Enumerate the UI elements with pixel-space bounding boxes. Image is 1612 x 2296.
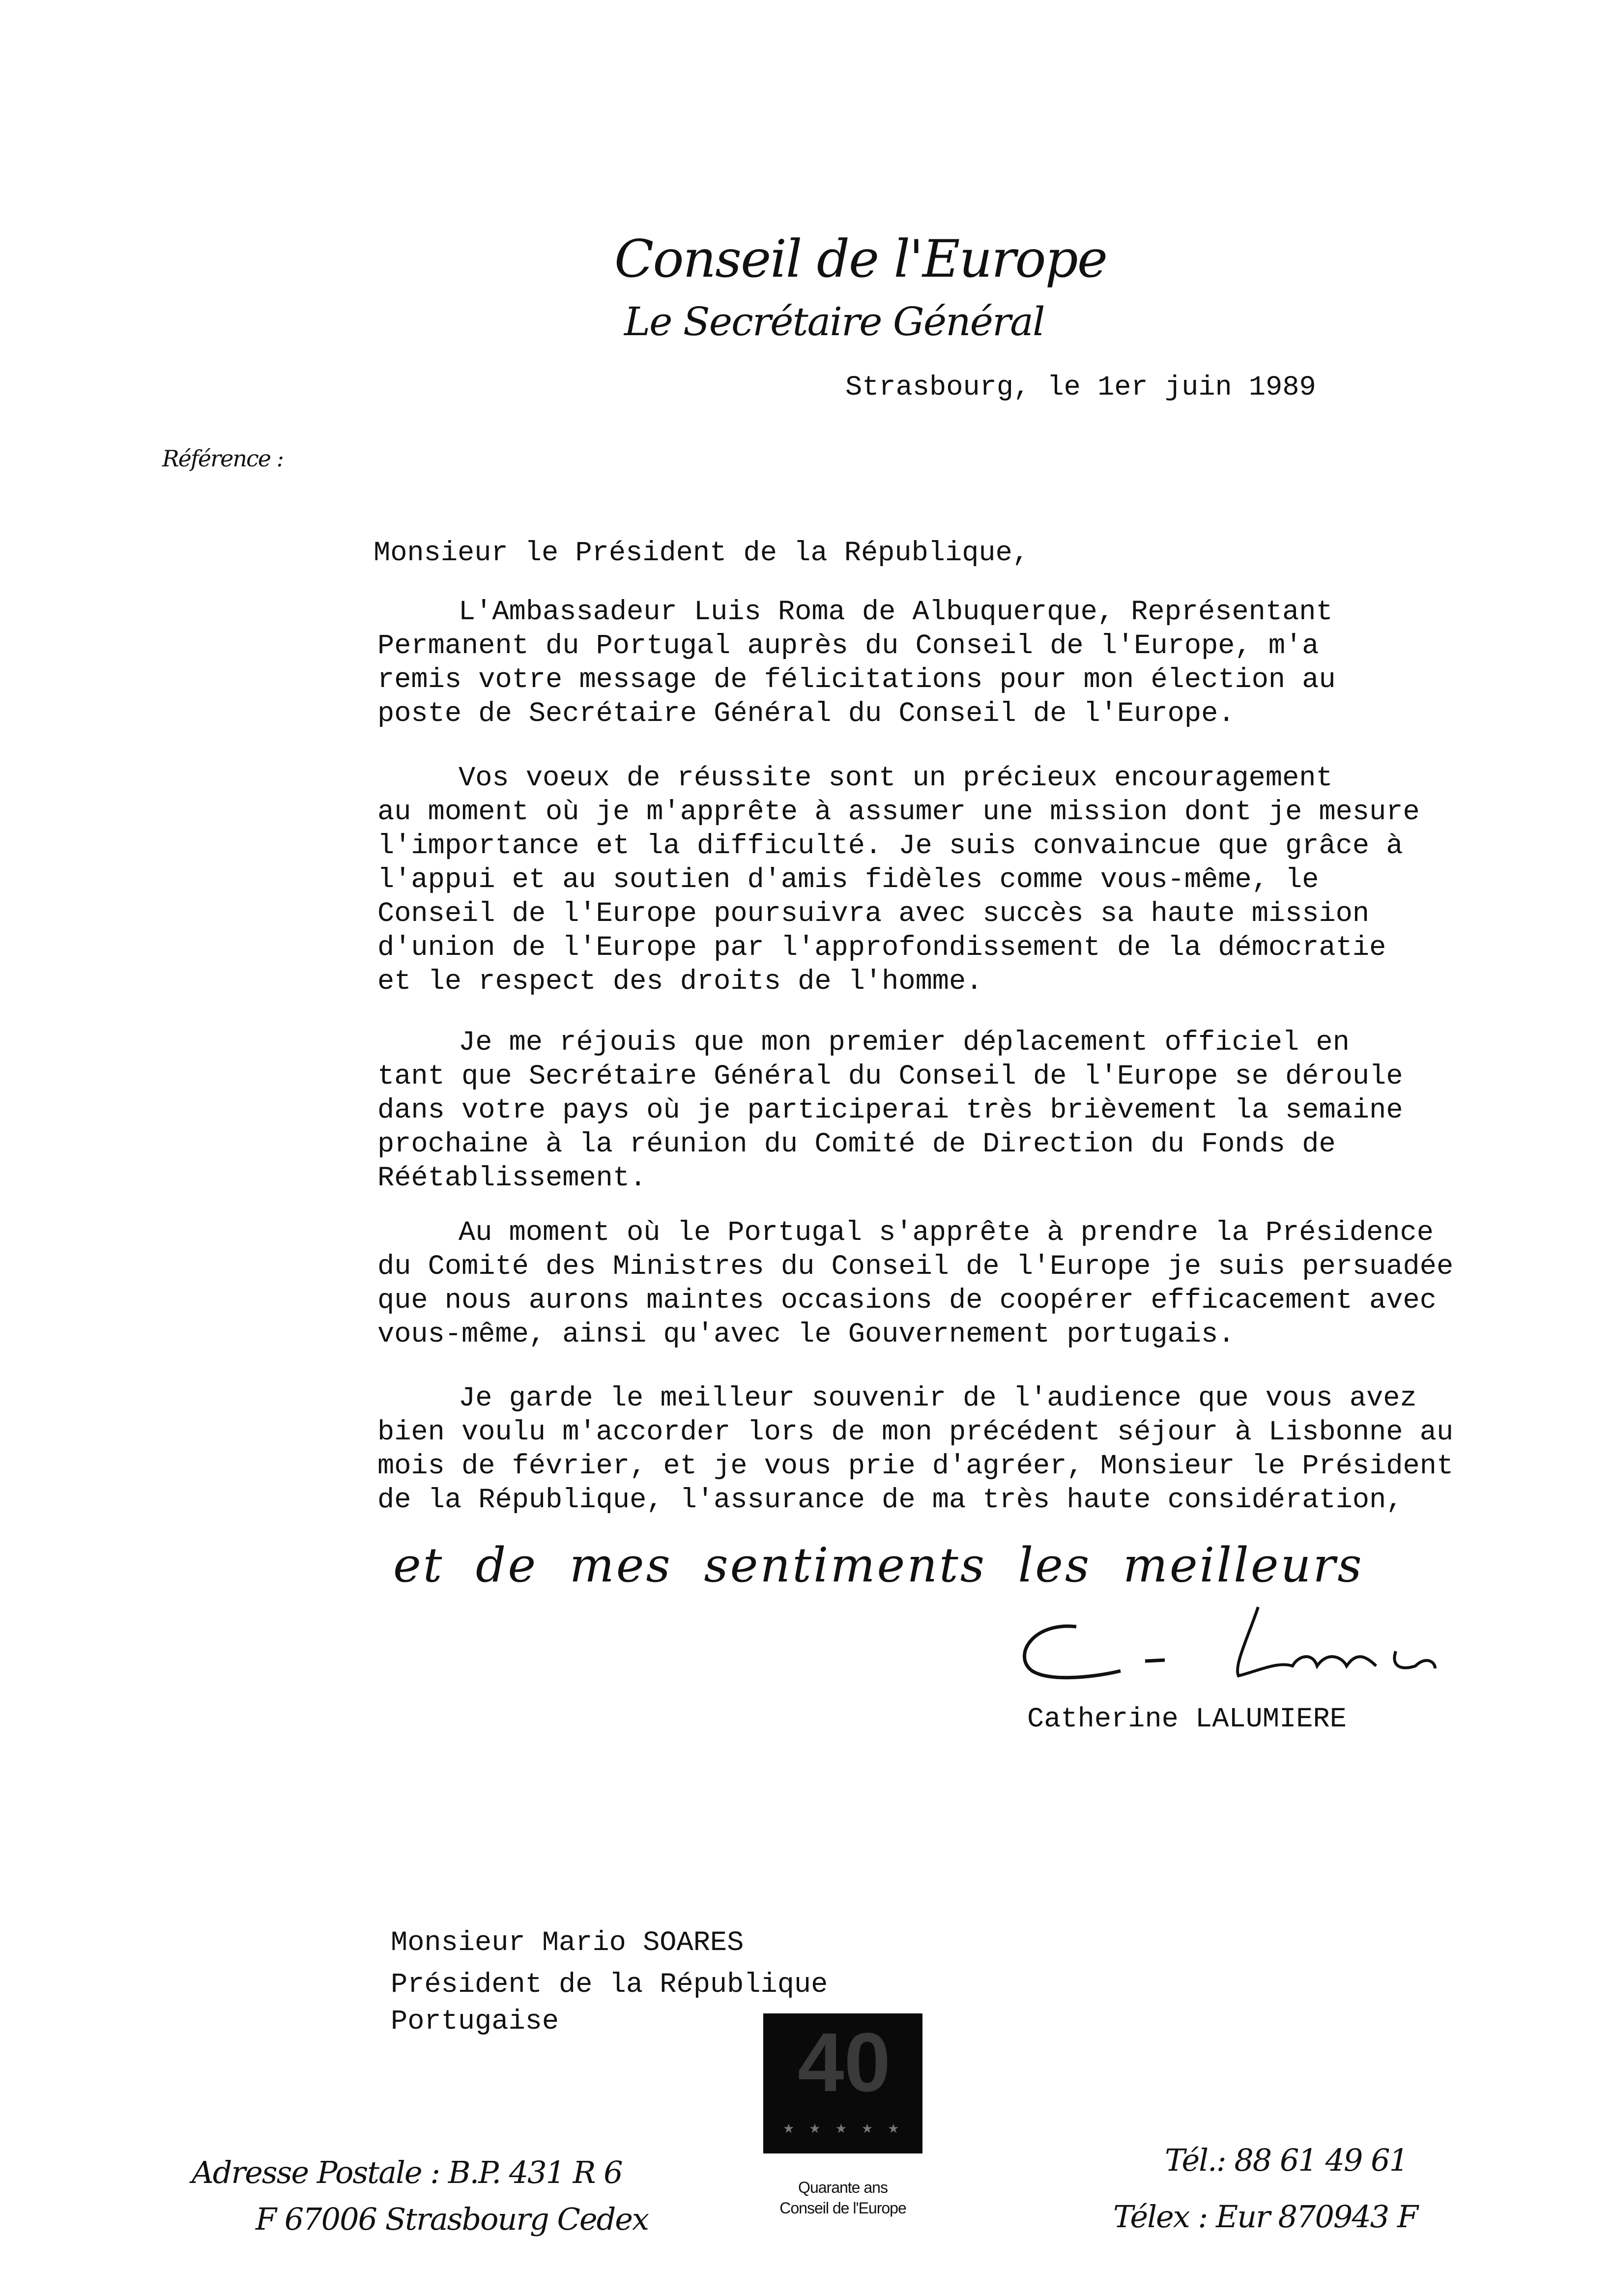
signatory-name: Catherine LALUMIERE bbox=[1027, 1704, 1347, 1735]
paragraph-line: Réétablissement. bbox=[377, 1163, 647, 1194]
anniversary-logo bbox=[763, 2013, 922, 2153]
logo-number: 40 bbox=[798, 2016, 891, 2109]
paragraph bbox=[377, 1026, 1403, 1196]
postal-address: Adresse Postale : B.P. 431 R 6 bbox=[192, 2154, 622, 2190]
salutation: Monsieur le Président de la République, bbox=[374, 538, 1030, 569]
handwritten-closing: et de mes sentiments les meilleurs bbox=[393, 1538, 1364, 1593]
letterhead-organisation: Conseil de l'Europe bbox=[614, 229, 1107, 289]
paragraph bbox=[377, 596, 1336, 731]
reference-label: Référence : bbox=[162, 445, 284, 472]
postal-city: F 67006 Strasbourg Cedex bbox=[256, 2201, 648, 2237]
paragraph-line: du Comité des Ministres du Conseil de l'Europe je suis persuadée bbox=[377, 1251, 1454, 1283]
paragraph-line: l'appui et au soutien d'amis fidèles comme vous-même, le bbox=[377, 864, 1319, 896]
paragraph-line: de la République, l'assurance de ma très haute considération, bbox=[377, 1485, 1403, 1516]
paragraph-line: Permanent du Portugal auprès du Conseil de l'Europe, m'a bbox=[377, 631, 1319, 662]
paragraph-line: mois de février, et je vous prie d'agréer, Monsieur le Président bbox=[377, 1451, 1454, 1482]
recipient-country: Portugaise bbox=[391, 2006, 559, 2038]
paragraph-line: que nous aurons maintes occasions de coopérer efficacement avec bbox=[377, 1285, 1437, 1317]
paragraph-line: Au moment où le Portugal s'apprête à prendre la Présidence bbox=[459, 1217, 1434, 1249]
letter-date: Strasbourg, le 1er juin 1989 bbox=[845, 372, 1316, 403]
paragraph-line: Conseil de l'Europe poursuivra avec succès sa haute mission bbox=[377, 898, 1370, 930]
logo-caption: Quarante ans bbox=[798, 2179, 888, 2196]
letterhead-office: Le Secrétaire Général bbox=[624, 299, 1044, 344]
paragraph-line: vous-même, ainsi qu'avec le Gouvernement portugais. bbox=[377, 1319, 1235, 1350]
stars-icon: ★★★★★ bbox=[783, 2122, 914, 2136]
paragraph-line: l'importance et la difficulté. Je suis convaincue que grâce à bbox=[377, 831, 1403, 862]
paragraph-line: prochaine à la réunion du Comité de Direction du Fonds de bbox=[377, 1129, 1336, 1160]
telephone: Tél.: 88 61 49 61 bbox=[1165, 2142, 1408, 2178]
recipient-name: Monsieur Mario SOARES bbox=[391, 1927, 744, 1959]
paragraph-line: bien voulu m'accorder lors de mon précédent séjour à Lisbonne au bbox=[377, 1417, 1454, 1448]
paragraph bbox=[377, 1216, 1453, 1352]
paragraph-line: tant que Secrétaire Général du Conseil de l'Europe se déroule bbox=[377, 1061, 1403, 1092]
paragraph-line: poste de Secrétaire Général du Conseil de l'Europe. bbox=[377, 698, 1235, 730]
paragraph-line: et le respect des droits de l'homme. bbox=[377, 966, 983, 998]
paragraph bbox=[377, 762, 1420, 999]
paragraph-line: Je me réjouis que mon premier déplacement officiel en bbox=[459, 1027, 1350, 1059]
paragraph-line: L'Ambassadeur Luis Roma de Albuquerque, Représentant bbox=[459, 597, 1333, 628]
paragraph-line: dans votre pays où je participerai très brièvement la semaine bbox=[377, 1095, 1403, 1126]
paragraph bbox=[377, 1382, 1453, 1518]
paragraph-line: remis votre message de félicitations pour mon élection au bbox=[377, 664, 1336, 696]
recipient-title: Président de la République bbox=[391, 1969, 828, 2001]
logo-caption: Conseil de l'Europe bbox=[779, 2199, 906, 2217]
paragraph-line: d'union de l'Europe par l'approfondissement de la démocratie bbox=[377, 932, 1386, 964]
signature bbox=[1003, 1597, 1445, 1695]
telex: Télex : Eur 870943 F bbox=[1113, 2199, 1417, 2235]
paragraph-line: au moment où je m'apprête à assumer une mission dont je mesure bbox=[377, 797, 1420, 828]
paragraph-line: Vos voeux de réussite sont un précieux encouragement bbox=[459, 763, 1333, 794]
paragraph-line: Je garde le meilleur souvenir de l'audience que vous avez bbox=[459, 1383, 1417, 1414]
